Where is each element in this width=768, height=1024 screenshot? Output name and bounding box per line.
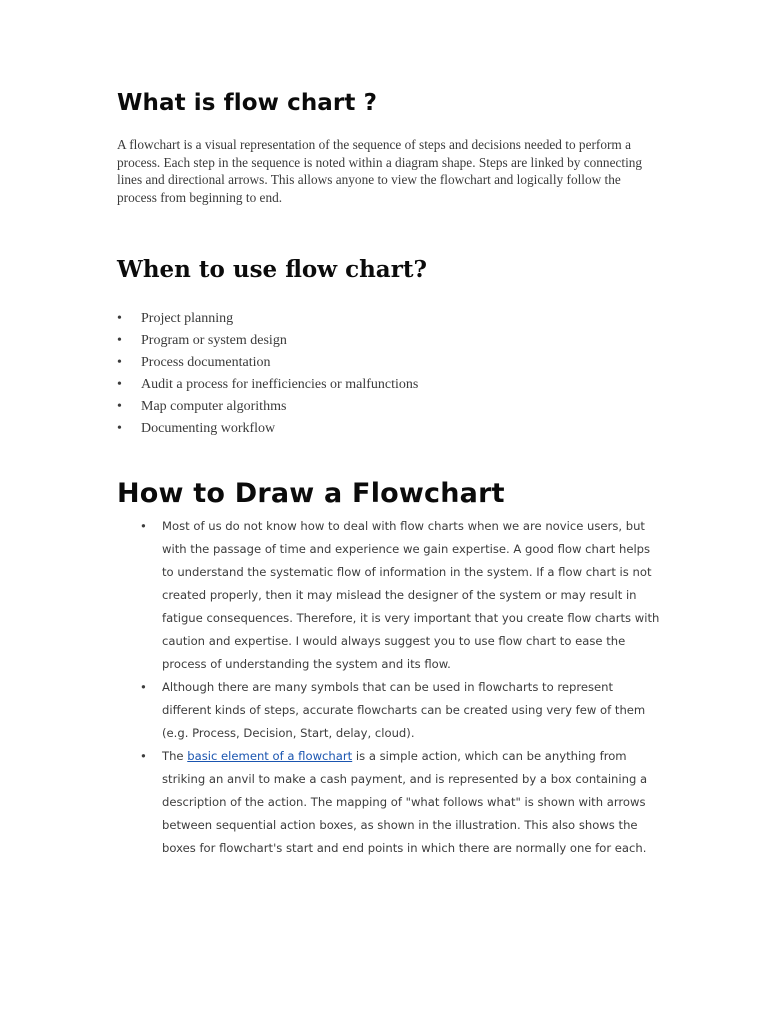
use-cases-list (117, 308, 418, 440)
heading-what-is-flow-chart: What is flow chart ? (117, 90, 378, 116)
list-item-text: Although there are many symbols that can be used in flowcharts to represent different kinds of steps, accurate flowcharts can be created using very few of them (e.g. Process, Decision, Start, delay, cloud). (162, 680, 646, 740)
list-item-text-before-link: The (162, 749, 188, 763)
bullet-icon: • (140, 749, 147, 763)
list-item-text: Audit a process for inefficiencies or malfunctions (141, 377, 419, 392)
list-item-text: Most of us do not know how to deal with flow charts when we are novice users, but with the passage of time and experience we gain expertise. A good flow chart helps to understand the systematic flow of information in the system. If a flow chart is not created properly, then it may mislead the designer of the system or may result in fatigue consequences. Therefore, it is very important that you create flow charts with caution and expertise. I would always suggest you to use flow chart to ease the process of understanding the system and its flow. (162, 519, 660, 671)
bullet-icon: • (140, 519, 147, 533)
list-item-text: Documenting workflow (141, 421, 276, 436)
bullet-icon: • (117, 311, 122, 326)
list-item-text-after-link: is a simple action, which can be anything from striking an anvil to make a cash payment, and is represented by a box containing a description of the action. The mapping of "what follows what" is shown with arrows between sequential action boxes, as shown in the illustration. This also shows the boxes for flowchart's start and end points in which there are normally one for each. (162, 749, 648, 855)
heading-when-to-use-flow-chart: When to use flow chart? (117, 256, 427, 283)
list-item (117, 396, 418, 418)
list-item-text: Project planning (141, 311, 234, 326)
bullet-icon: • (117, 399, 122, 414)
flowchart-definition-paragraph: A flowchart is a visual representation of the sequence of steps and decisions needed to perform a process. Each step in the sequence is noted within a diagram shape. Steps are linked by connecting lines and directional arrows. This allows anyone to view the flowchart and logically follow the process from beginning to end. (117, 137, 643, 205)
list-item-text: Program or system design (141, 333, 287, 348)
list-item (117, 330, 418, 352)
list-item (117, 308, 418, 330)
list-item-text: Process documentation (141, 355, 271, 370)
list-item (140, 676, 660, 745)
bullet-icon: • (140, 680, 147, 694)
bullet-icon: • (117, 355, 122, 370)
heading-how-to-draw-a-flowchart: How to Draw a Flowchart (117, 478, 505, 509)
bullet-icon: • (117, 333, 122, 348)
bullet-icon: • (117, 377, 122, 392)
list-item (140, 745, 660, 860)
bullet-icon: • (117, 421, 122, 436)
list-item (117, 418, 418, 440)
list-item (140, 515, 660, 676)
list-item (117, 374, 418, 396)
list-item-text: Map computer algorithms (141, 399, 287, 414)
drawing-tips-list (140, 515, 660, 860)
list-item (117, 352, 418, 374)
basic-element-link[interactable]: basic element of a flowchart (187, 749, 353, 763)
